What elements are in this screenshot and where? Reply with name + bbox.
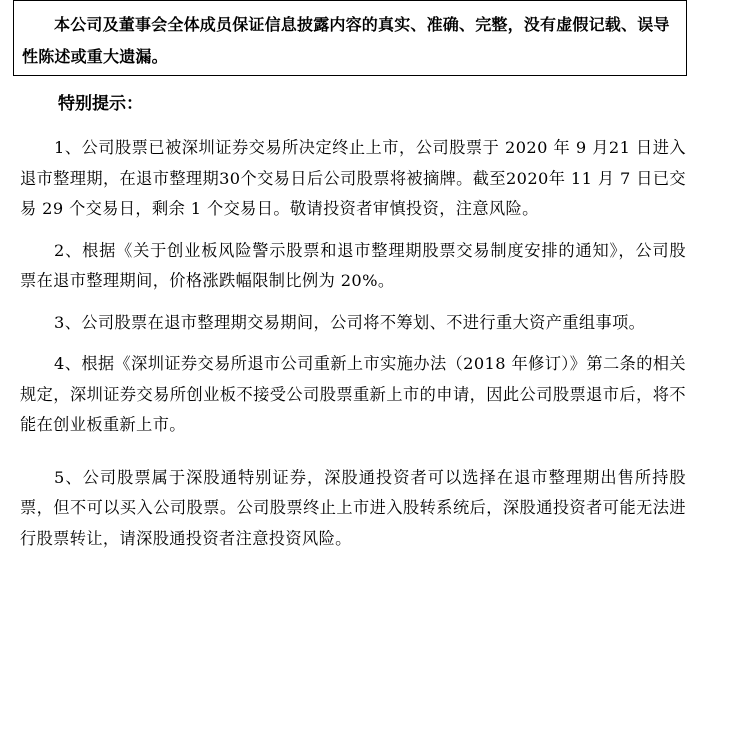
notice-item-5: 5、公司股票属于深股通特别证券，深股通投资者可以选择在退市整理期出售所持股票，但不可以买入公司股票。公司股票终止上市进入股转系统后，深股通投资者可能无法进行股票转让，请深股通投资者注意投资风险。 (20, 467, 686, 548)
special-notice-list (20, 133, 686, 565)
notice-item-2: 2、根据《关于创业板风险警示股票和退市整理期股票交易制度安排的通知》，公司股票在退市整理期间，价格涨跌幅限制比例为 20%。 (20, 240, 686, 290)
disclaimer-box (13, 0, 687, 76)
special-notice-heading: 特别提示： (58, 94, 143, 114)
disclaimer-text: 本公司及董事会全体成员保证信息披露内容的真实、准确、完整，没有虚假记载、误导性陈述或重大遗漏。 (22, 15, 670, 66)
notice-item-4: 4、根据《深圳证券交易所退市公司重新上市实施办法（2018 年修订）》第二条的相关规定，深圳证券交易所创业板不接受公司股票重新上市的申请，因此公司股票退市后，将不能在创业板重新上市。 (20, 354, 686, 434)
notice-item-1: 1、公司股票已被深圳证券交易所决定终止上市，公司股票于 2020 年 9 月21 日进入退市整理期，在退市整理期30个交易日后公司股票将被摘牌。截至2020年 11 月 7 日已交易 29 个交易日，剩余 1 个交易日。敬请投资者审慎投资，注意风险。 (20, 138, 686, 218)
notice-item-3: 3、公司股票在退市整理期交易期间，公司将不筹划、不进行重大资产重组事项。 (54, 312, 646, 332)
